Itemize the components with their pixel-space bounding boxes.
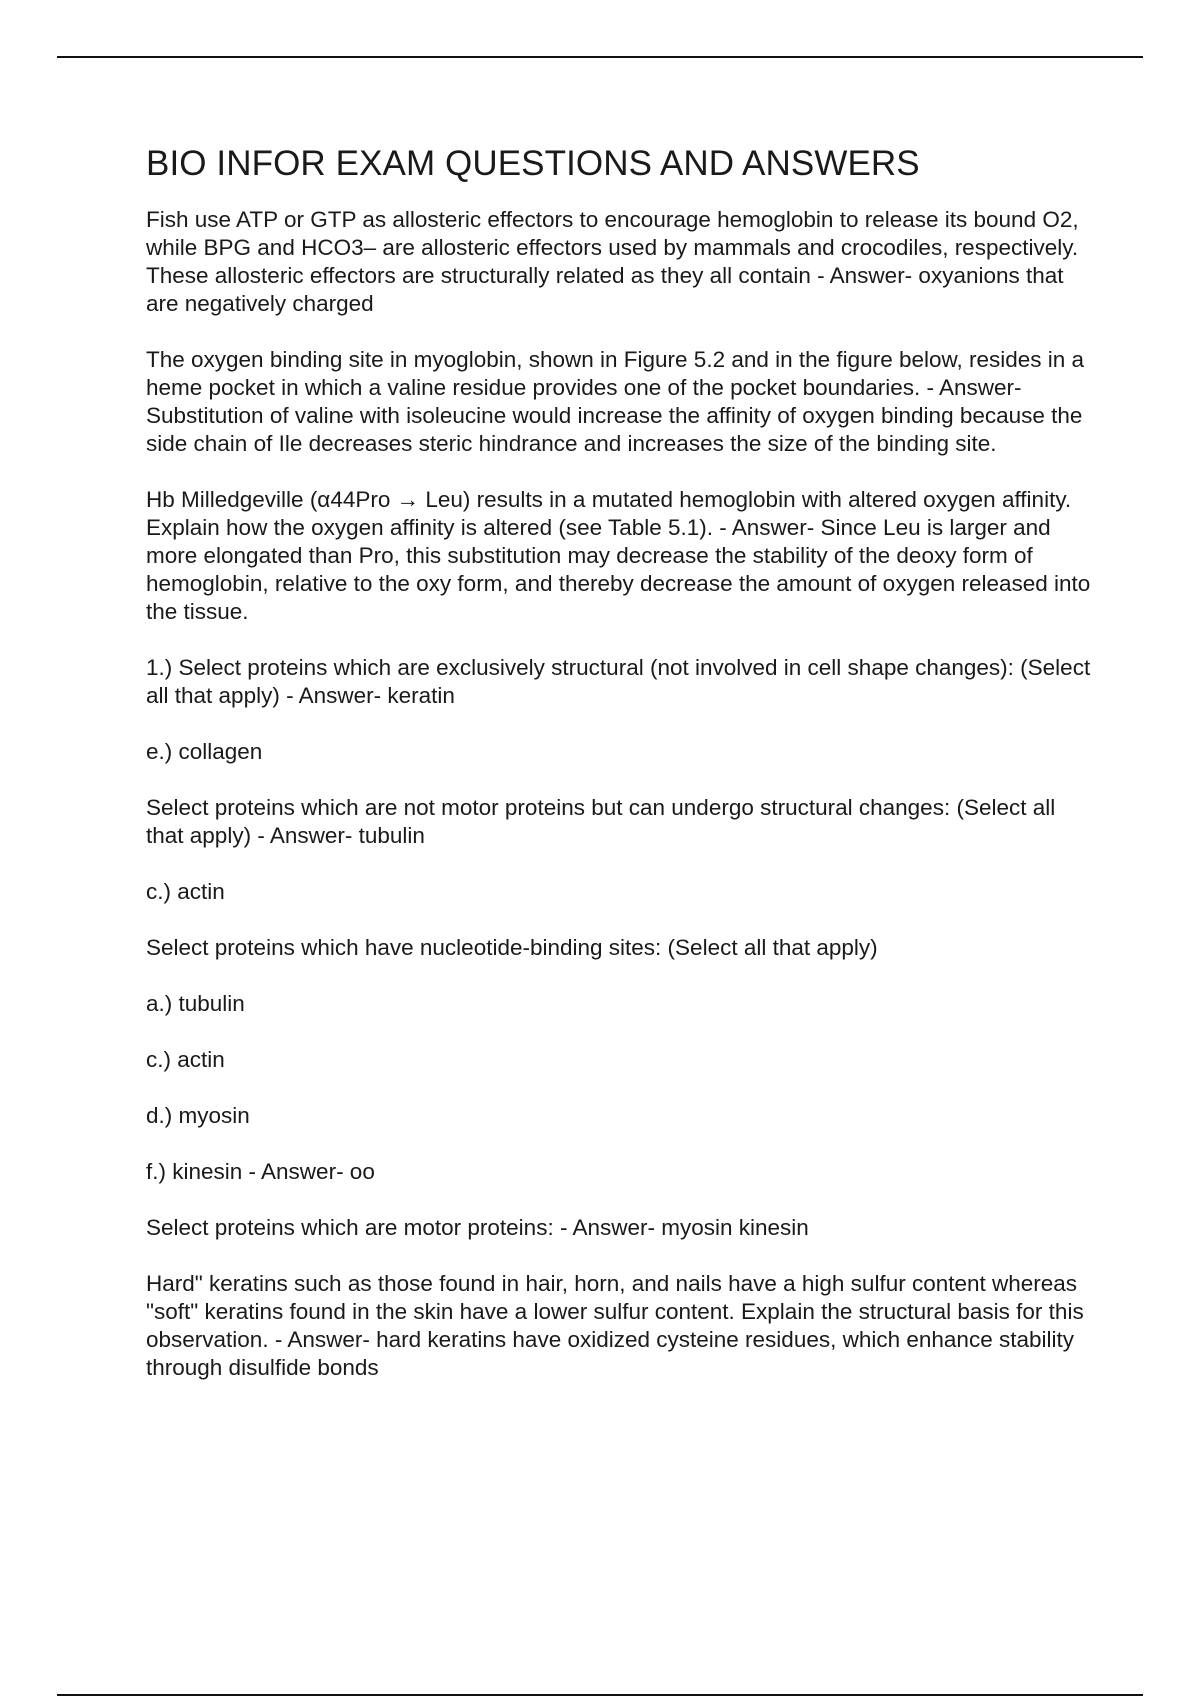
document-body — [146, 142, 1096, 1410]
page-title: BIO INFOR EXAM QUESTIONS AND ANSWERS — [146, 144, 920, 183]
paragraph-actin: c.) actin — [146, 879, 225, 904]
paragraph-fish-allosteric-effectors: Fish use ATP or GTP as allosteric effectors to encourage hemoglobin to release its bound O2, while BPG and HCO3– are allosteric effectors used by mammals and crocodiles, respectively. These allosteric effectors are structurally related as they all contain - Answer- oxyanions that are negatively charged — [146, 207, 1079, 316]
paragraph-nucleotide-binding: Select proteins which have nucleotide-binding sites: (Select all that apply) — [146, 935, 878, 960]
paragraph-structural-proteins: 1.) Select proteins which are exclusively structural (not involved in cell shape changes): (Select all that apply) - Answer- keratin — [146, 655, 1091, 708]
paragraph-kinesin: f.) kinesin - Answer- oo — [146, 1159, 375, 1184]
paragraph-myoglobin-binding-site: The oxygen binding site in myoglobin, shown in Figure 5.2 and in the figure below, resides in a heme pocket in which a valine residue provides one of the pocket boundaries. - Answer- Substitution of valine with isoleucine would increase the affinity of oxygen binding because the side chain of Ile decreases steric hindrance and increases the size of the binding site. — [146, 347, 1085, 456]
paragraph-keratins: Hard" keratins such as those found in hair, horn, and nails have a high sulfur content whereas "soft" keratins found in the skin have a lower sulfur content. Explain the structural basis for this observation. - Answer- hard keratins have oxidized cysteine residues, which enhance stability through disulfide bonds — [146, 1271, 1084, 1380]
paragraph-motor-proteins: Select proteins which are motor proteins: - Answer- myosin kinesin — [146, 1215, 809, 1240]
paragraph-myosin: d.) myosin — [146, 1103, 250, 1128]
paragraph-non-motor-proteins: Select proteins which are not motor proteins but can undergo structural changes: (Select all that apply) - Answer- tubulin — [146, 795, 1056, 848]
paragraph-actin-option: c.) actin — [146, 1047, 225, 1072]
paragraph-tubulin: a.) tubulin — [146, 991, 245, 1016]
top-rule — [57, 56, 1143, 58]
paragraph-collagen: e.) collagen — [146, 739, 263, 764]
bottom-rule — [57, 1694, 1143, 1696]
paragraph-hb-milledgeville: Hb Milledgeville (α44Pro → Leu) results in a mutated hemoglobin with altered oxygen affinity. Explain how the oxygen affinity is altered (see Table 5.1). - Answer- Since Leu is larger and more elongated than Pro, this substitution may decrease the stability of the deoxy form of hemoglobin, relative to the oxy form, and thereby decrease the amount of oxygen released into the tissue. — [146, 487, 1091, 624]
